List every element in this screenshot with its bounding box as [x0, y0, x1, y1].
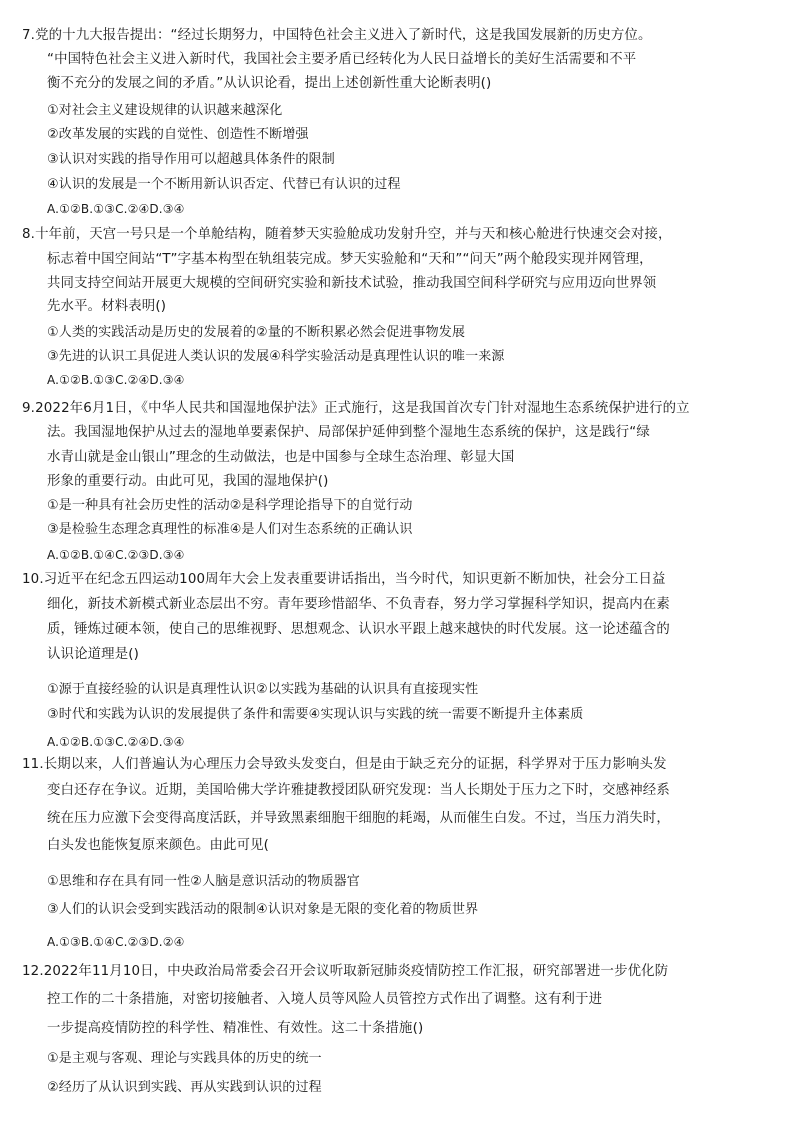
- q9-stem-line-4: 形象的重要行动。由此可见，我国的湿地保护(): [47, 474, 329, 489]
- q10-stem-line-3: 质，锤炼过硬本领，使自己的思维视野、思想观念、认识水平跟上越来越快的时代发展。这一论述蕴含的: [47, 622, 670, 637]
- q7-option-2: ②改革发展的实践的自觉性、创造性不断增强: [47, 127, 309, 142]
- q8-stem-line-2: 标志着中国空间站“T”字基本构型在轨组装完成。梦天实验舱和“天和”“问天”两个舱段实现并网管理，: [47, 252, 653, 267]
- q7-option-3: ③认识对实践的指导作用可以超越具体条件的限制: [47, 152, 335, 167]
- q12-stem-line-3: 一步提高疫情防控的科学性、精准性、有效性。这二十条措施(): [47, 1021, 424, 1036]
- q7-stem-line-1: 7.党的十九大报告提出：“经过长期努力，中国特色社会主义进入了新时代，这是我国发展新的历史方位。: [22, 28, 652, 43]
- q7-answer-choices: A.①②B.①③C.②④D.③④: [47, 202, 185, 216]
- q8-stem-line-3: 共同支持空间站开展更大规模的空间研究实验和新技术试验，推动我国空间科学研究与应用迈向世界领: [47, 276, 657, 291]
- q9-stem-line-3: 水青山就是金山银山”理念的生动做法，也是中国参与全球生态治理、彰显大国: [47, 450, 515, 465]
- q12-option-2: ②经历了从认识到实践、再从实践到认识的过程: [47, 1080, 322, 1095]
- q7-option-1: ①对社会主义建设规律的认识越来越深化: [47, 103, 283, 118]
- q8-stem-line-1: 8.十年前，天宫一号只是一个单舱结构，随着梦天实验舱成功发射升空，并与天和核心舱进行快速交会对接，: [22, 227, 672, 242]
- q8-option-2: ③先进的认识工具促进人类认识的发展④科学实验活动是真理性认识的唯一来源: [47, 349, 505, 364]
- q12-stem-line-2: 控工作的二十条措施，对密切接触者、入境人员等风险人员管控方式作出了调整。这有利于进: [47, 992, 603, 1007]
- q11-stem-line-3: 统在压力应激下会变得高度活跃，并导致黑素细胞干细胞的耗竭，从而催生白发。不过，当压力消失时，: [47, 811, 670, 826]
- q9-option-2: ③是检验生态理念真理性的标准④是人们对生态系统的正确认识: [47, 522, 413, 537]
- q10-option-2: ③时代和实践为认识的发展提供了条件和需要④实现认识与实践的统一需要不断提升主体素质: [47, 707, 584, 722]
- q7-option-4: ④认识的发展是一个不断用新认识否定、代替已有认识的过程: [47, 177, 401, 192]
- q11-stem-line-4: 白头发也能恢复原来颜色。由此可见(: [47, 838, 270, 853]
- q9-stem-line-1: 9.2022年6月1日，《中华人民共和国湿地保护法》正式施行，这是我国首次专门针对湿地生态系统保护进行的立: [22, 401, 690, 416]
- q9-stem-line-2: 法。我国湿地保护从过去的湿地单要素保护、局部保护延伸到整个湿地生态系统的保护，这是践行“绿: [47, 425, 650, 440]
- q10-answer-choices: A.①②B.①③C.②④D.③④: [47, 735, 185, 749]
- q10-stem-line-4: 认识论道理是(): [47, 647, 139, 662]
- q10-option-1: ①源于直接经验的认识是真理性认识②以实践为基础的认识具有直接现实性: [47, 682, 479, 697]
- q12-option-1: ①是主观与客观、理论与实践具体的历史的统一: [47, 1051, 322, 1066]
- q12-stem-line-1: 12.2022年11月10日，中央政治局常委会召开会议听取新冠肺炎疫情防控工作汇报，研究部署进一步优化防: [22, 964, 669, 979]
- q10-stem-line-1: 10.习近平在纪念五四运动100周年大会上发表重要讲话指出，当今时代，知识更新不断加快，社会分工日益: [22, 572, 666, 587]
- q11-answer-choices: A.①③B.①④C.②③D.②④: [47, 935, 185, 949]
- q9-option-1: ①是一种具有社会历史性的活动②是科学理论指导下的自觉行动: [47, 498, 413, 513]
- q8-answer-choices: A.①②B.①③C.②④D.③④: [47, 373, 185, 387]
- q8-option-1: ①人类的实践活动是历史的发展着的②量的不断积累必然会促进事物发展: [47, 325, 466, 340]
- q8-stem-line-4: 先水平。材料表明(): [47, 299, 167, 314]
- q7-stem-line-2: “中国特色社会主义进入新时代，我国社会主要矛盾已经转化为人民日益增长的美好生活需要和不平: [47, 52, 637, 67]
- q11-stem-line-1: 11.长期以来，人们普遍认为心理压力会导致头发变白，但是由于缺乏充分的证据，科学界对于压力影响头发: [22, 757, 667, 772]
- q11-option-1: ①思维和存在具有同一性②人脑是意识活动的物质器官: [47, 874, 360, 889]
- q9-answer-choices: A.①②B.①④C.②③D.③④: [47, 548, 185, 562]
- q11-stem-line-2: 变白还存在争议。近期，美国哈佛大学许雅捷教授团队研究发现：当人长期处于压力之下时，交感神经系: [47, 783, 670, 798]
- q7-stem-line-3: 衡不充分的发展之间的矛盾。”从认识论看，提出上述创新性重大论断表明(): [47, 76, 492, 91]
- q10-stem-line-2: 细化，新技术新模式新业态层出不穷。青年要珍惜韶华、不负青春，努力学习掌握科学知识，提高内在素: [47, 597, 670, 612]
- q11-option-2: ③人们的认识会受到实践活动的限制④认识对象是无限的变化着的物质世界: [47, 902, 479, 917]
